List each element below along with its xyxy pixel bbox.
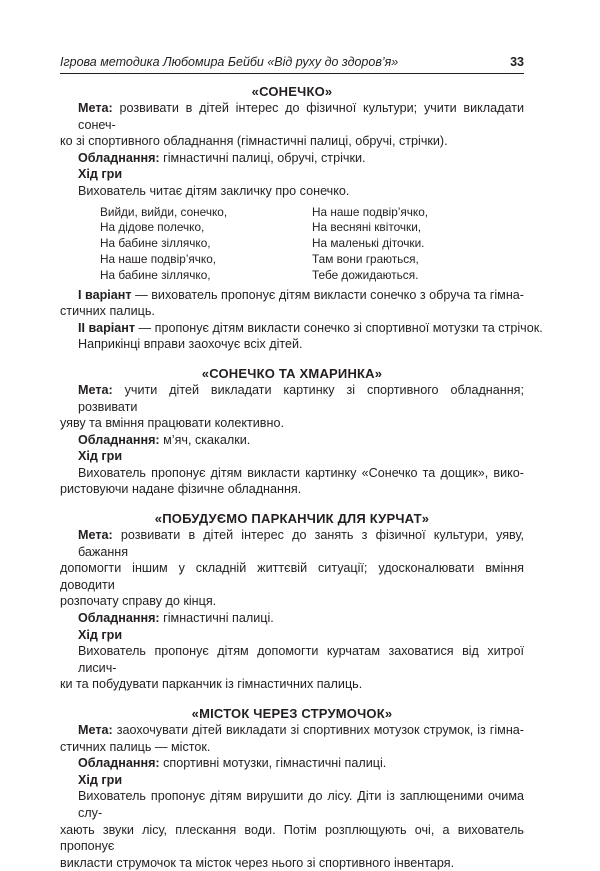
line-text: Вихователь пропонує дітям викласти картинку «Сонечко та дощик», вико- <box>78 465 524 480</box>
line-text: учити дітей викладати картинку зі спортивного обладнання; розвивати <box>78 382 524 414</box>
paragraph <box>60 772 524 789</box>
line-text: Вихователь пропонує дітям допомогти курчатам заховатися від хитрої лисич- <box>78 644 524 675</box>
game-title: «СОНЕЧКО ТА ХМАРИНКА» <box>201 365 383 381</box>
game-title: «МІСТОК ЧЕРЕЗ СТРУМОЧОК» <box>191 706 393 722</box>
text-line <box>60 303 524 320</box>
poem-line: На бабине зіллячко, <box>100 267 211 282</box>
line-text: допомогти іншим у складній життєвій ситуації; удосконалювати вміння доводити <box>60 561 524 592</box>
paragraph <box>60 643 524 693</box>
bold-label: Обладнання: <box>78 150 160 165</box>
poem-line: Тебе дожидаються. <box>312 267 419 282</box>
page-number: 33 <box>510 55 524 69</box>
bold-label: Хід гри <box>78 772 123 787</box>
bold-label: Мета: <box>78 723 113 738</box>
running-title: Ігрова методика Любомира Бейби «Від руху до здоров’я» <box>60 55 399 69</box>
text-line <box>60 610 524 627</box>
paragraph <box>60 183 524 200</box>
text-line <box>60 320 543 337</box>
bold-label: Хід гри <box>78 449 123 464</box>
text-line <box>60 788 524 821</box>
bold-label: І варіант <box>78 287 132 302</box>
line-text: гімнастичні палиці, обручі, стрічки. <box>159 150 366 165</box>
paragraph <box>60 382 524 432</box>
text-line <box>60 465 524 482</box>
poem-line: На бабине зіллячко, <box>100 236 211 251</box>
paragraph <box>60 627 524 644</box>
paragraph <box>60 287 524 320</box>
line-text: м’яч, скакалки. <box>159 432 251 447</box>
game-section <box>60 510 524 693</box>
text-line <box>60 150 524 167</box>
text-line <box>60 822 524 855</box>
paragraph <box>60 722 524 755</box>
paragraph <box>60 527 524 610</box>
text-line <box>60 560 524 593</box>
line-text: Вихователь пропонує дітям вирушити до лісу. Діти із заплющеними очима слу- <box>78 789 524 820</box>
text-line <box>60 739 524 756</box>
text-line <box>60 772 524 789</box>
paragraph <box>60 150 524 167</box>
text-line <box>60 415 524 432</box>
line-text: стичних палиць. <box>60 304 155 319</box>
line-text: Наприкінці вправи заохочує всіх дітей. <box>78 337 303 352</box>
paragraph <box>60 610 524 627</box>
bold-label: Обладнання: <box>78 432 160 447</box>
text-line <box>60 593 524 610</box>
game-title: «СОНЕЧКО» <box>251 84 333 99</box>
text-line <box>60 382 524 415</box>
line-text: ристовуючи надане фізичне обладнання. <box>60 482 302 497</box>
paragraph <box>60 320 543 337</box>
text-line <box>60 183 524 200</box>
text-line <box>60 722 524 739</box>
line-text: гімнастичні палиці. <box>159 611 274 626</box>
paragraph <box>60 465 524 498</box>
bold-label: Обладнання: <box>78 756 160 771</box>
line-text: стичних палиць — місток. <box>60 739 211 754</box>
paragraph <box>60 755 524 772</box>
line-text: Вихователь читає дітям закличку про сонечко. <box>78 183 350 198</box>
poem-line: На наше подвір’ячко, <box>312 204 429 219</box>
text-line <box>60 448 524 465</box>
line-text: ки та побудувати парканчик із гімнастичних палиць. <box>60 677 363 692</box>
text-line <box>60 627 524 644</box>
text-line <box>60 166 524 183</box>
line-text: — вихователь пропонує дітям викласти сонечко з обруча та гімна- <box>131 287 524 302</box>
game-section <box>60 365 524 498</box>
text-line <box>60 855 524 871</box>
text-line <box>60 527 524 560</box>
line-text: ко зі спортивного обладнання (гімнастичні палиці, обручі, стрічки). <box>60 134 448 149</box>
line-text: — пропонує дітям викласти сонечко зі спортивної мотузки та стрічок. <box>135 320 543 335</box>
bold-label: ІІ варіант <box>78 320 136 335</box>
poem-column-right <box>312 205 524 284</box>
paragraph <box>60 336 524 353</box>
text-line <box>60 287 524 304</box>
poem-line: На маленькі діточки. <box>312 236 425 251</box>
paragraph <box>60 100 524 150</box>
text-line <box>60 100 524 133</box>
text-line <box>60 755 524 772</box>
line-text: розпочату справу до кінця. <box>60 594 217 609</box>
game-section <box>60 83 543 353</box>
text-line <box>60 676 524 693</box>
paragraph <box>60 432 524 449</box>
bold-label: Мета: <box>78 101 113 115</box>
line-text: розвивати в дітей інтерес до фізичної культури; учити викладати сонеч- <box>78 101 524 132</box>
running-header <box>60 54 524 74</box>
text-line <box>60 481 524 498</box>
text-line <box>60 336 524 353</box>
paragraph <box>60 788 524 871</box>
text-line <box>60 643 524 676</box>
bold-label: Обладнання: <box>78 611 160 626</box>
poem-column-left <box>100 205 312 284</box>
line-text: розвивати в дітей інтерес до занять з фізичної культури, уяву, бажання <box>78 528 524 559</box>
line-text: уяву та вміння працювати колективно. <box>60 416 284 431</box>
poem-line: На наше подвір’ячко, <box>100 251 217 266</box>
line-text: викласти струмочок та місток через нього зі спортивного інвентаря. <box>60 855 455 870</box>
bold-label: Мета: <box>78 382 113 397</box>
bold-label: Хід гри <box>78 627 123 642</box>
book-page <box>60 54 543 871</box>
bold-label: Хід гри <box>78 167 123 182</box>
text-line <box>60 133 524 150</box>
paragraph <box>60 166 524 183</box>
line-text: спортивні мотузки, гімнастичні палиці. <box>159 756 387 771</box>
poem-line: Вийди, вийди, сонечко, <box>100 204 228 219</box>
poem-line: На весняні квіточки, <box>312 220 422 235</box>
line-text: заохочувати дітей викладати зі спортивних мотузок струмок, із гімна- <box>112 723 524 738</box>
bold-label: Мета: <box>78 528 113 543</box>
paragraph <box>60 448 524 465</box>
game-section <box>60 705 524 871</box>
page-body <box>60 83 543 871</box>
poem-line: Там вони граються, <box>312 251 419 266</box>
game-title: «ПОБУДУЄМО ПАРКАНЧИК ДЛЯ КУРЧАТ» <box>154 511 430 527</box>
poem <box>100 205 524 284</box>
poem-line: На дідове полечко, <box>100 220 205 235</box>
line-text: хають звуки лісу, плескання води. Потім розплющують очі, а вихователь пропонує <box>60 822 524 854</box>
text-line <box>60 432 524 449</box>
